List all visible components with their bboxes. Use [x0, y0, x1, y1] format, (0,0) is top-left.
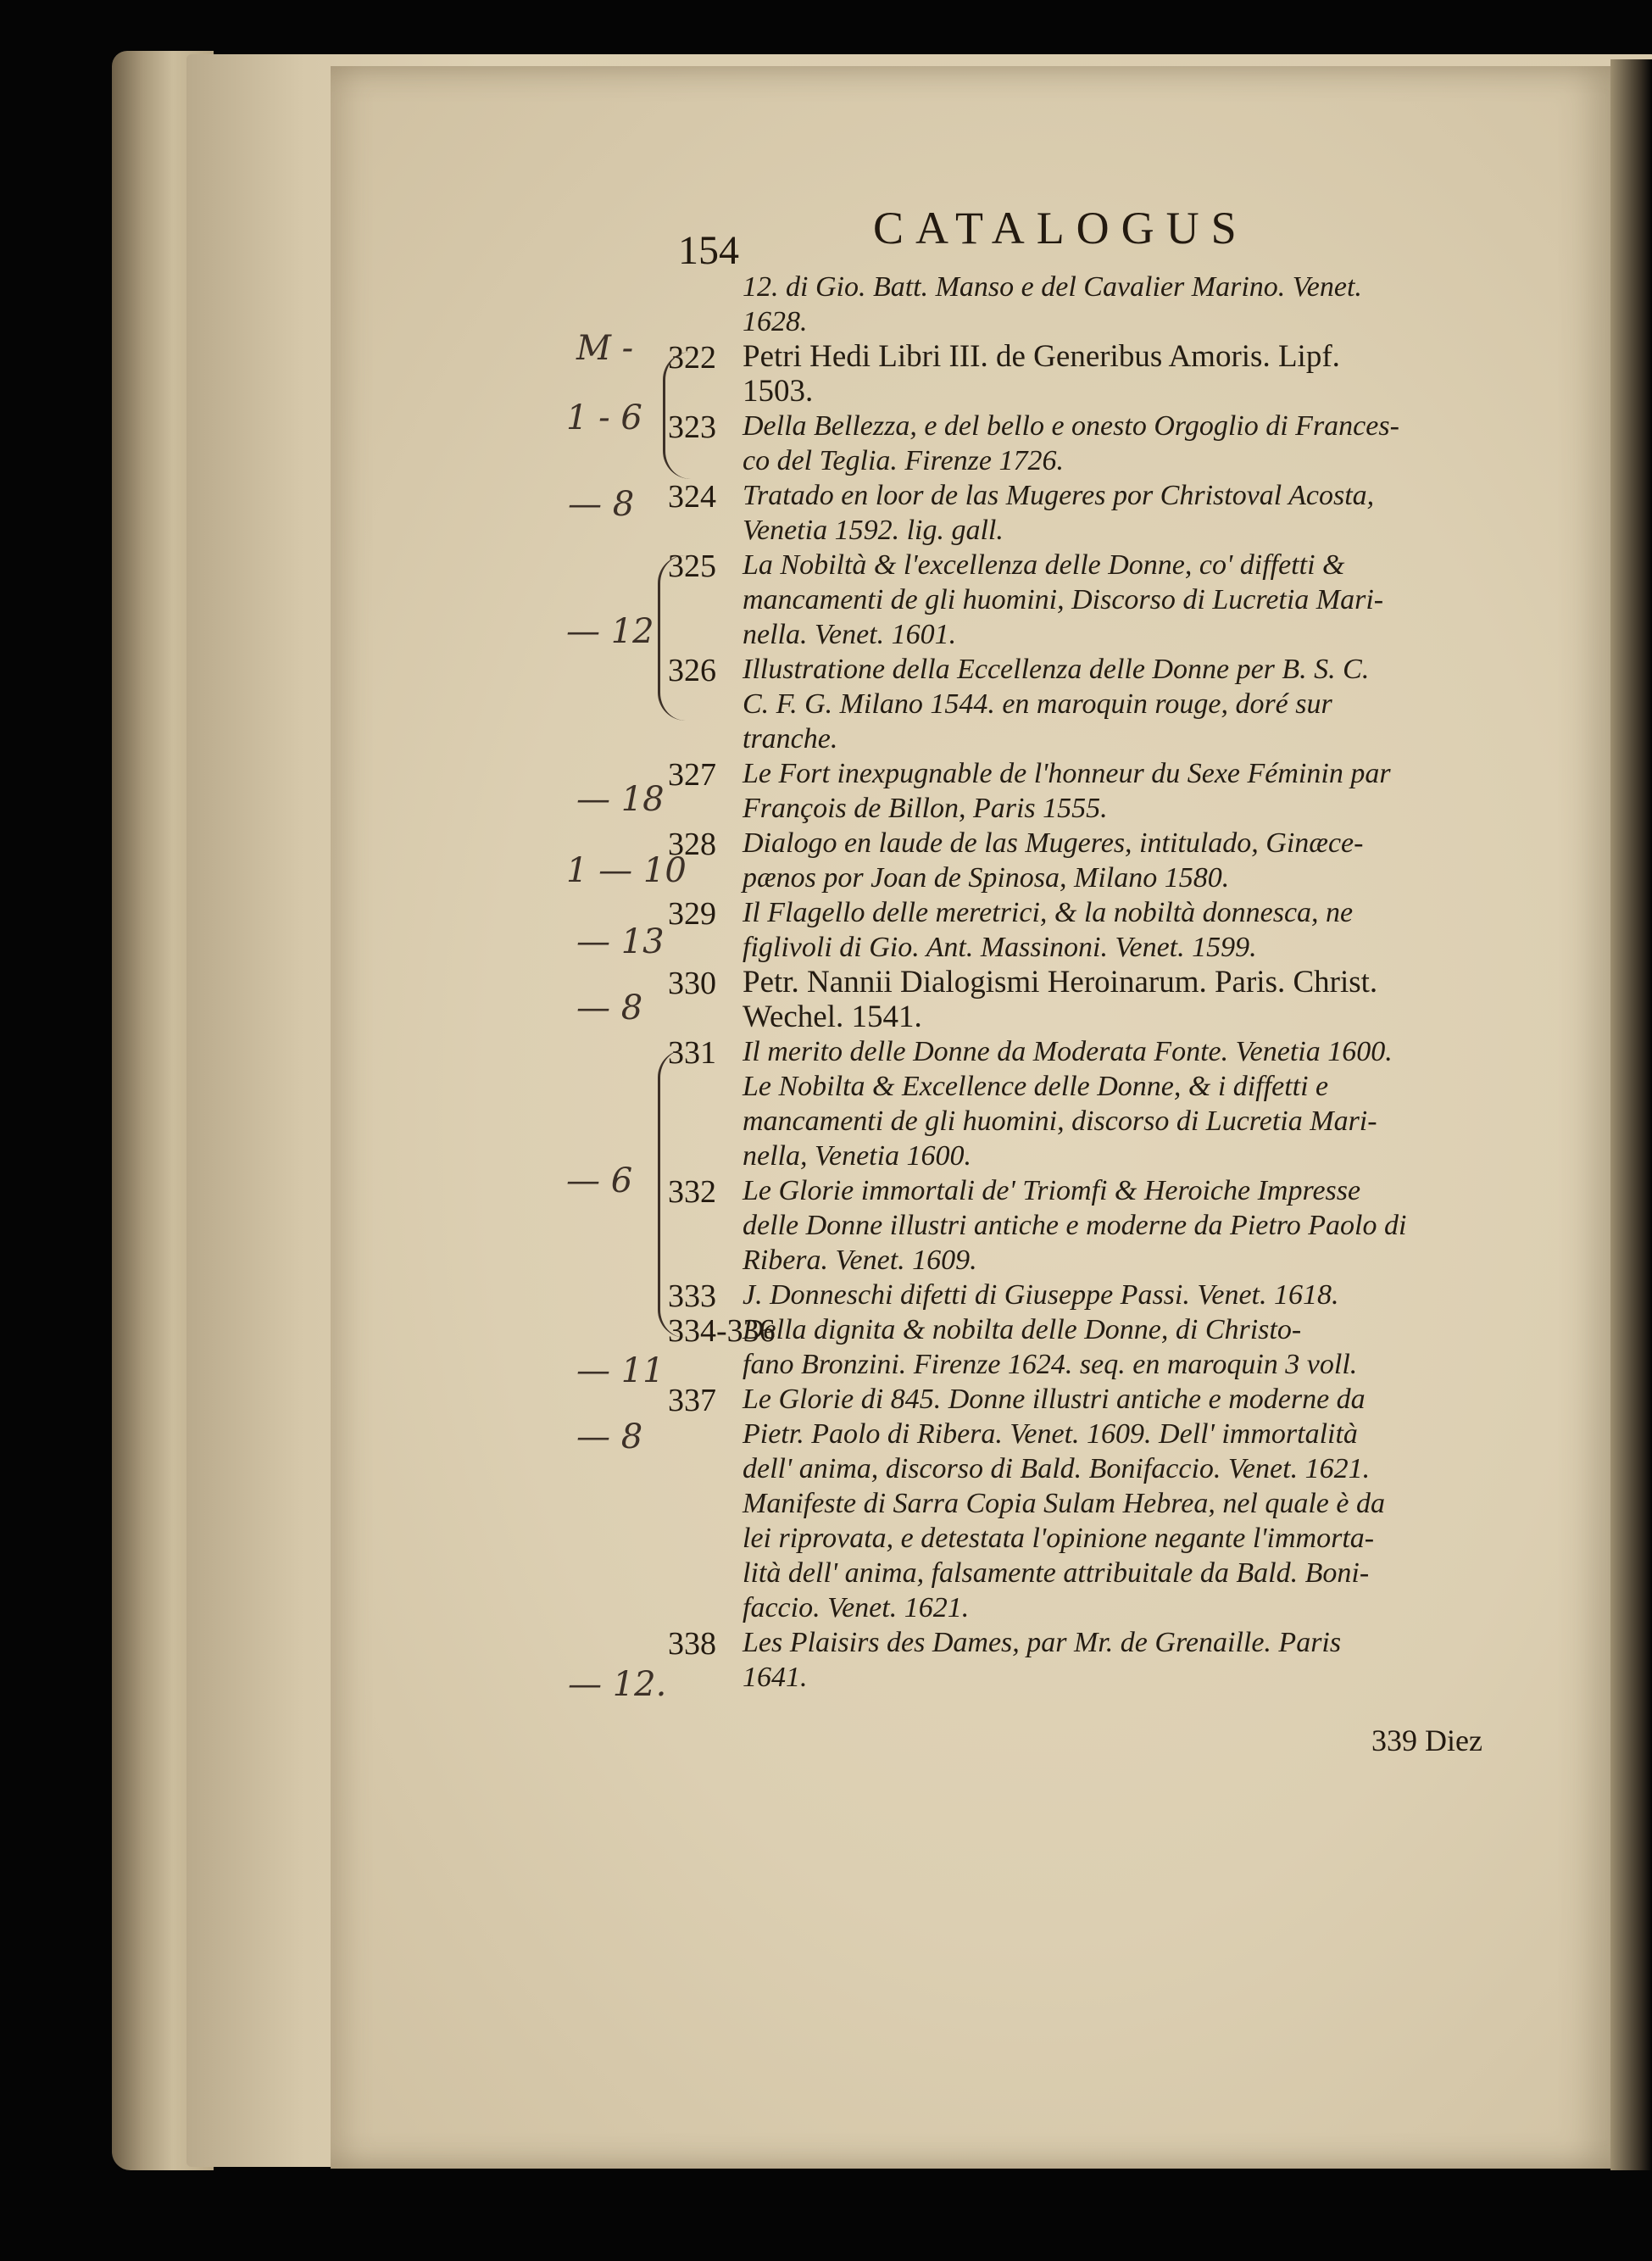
entry-line: nella. Venet. 1601. — [743, 619, 957, 650]
page-number: 154 — [678, 228, 739, 273]
annotation-330: — 8 — [576, 988, 643, 1027]
entry-number: 322 — [668, 340, 716, 376]
entry-line: Pietr. Paolo di Ribera. Venet. 1609. Dell' immortalità — [743, 1418, 1358, 1450]
annotation-329: — 13 — [576, 922, 665, 961]
entry-number: 332 — [668, 1174, 716, 1210]
annotation-334: — 11 — [576, 1351, 665, 1390]
annotation-328: 1 — 10 — [566, 851, 687, 890]
entry-line: 12. di Gio. Batt. Manso e del Cavalier Marino. Venet. — [743, 271, 1362, 303]
entry-number: 330 — [668, 966, 716, 1001]
entry-line: Le Glorie immortali de' Triomfi & Heroiche Impresse — [743, 1175, 1361, 1206]
entry-line: delle Donne illustri antiche e moderne da Pietro Paolo di — [743, 1210, 1407, 1241]
entry-line: Il merito delle Donne da Moderata Fonte. Venetia 1600. — [743, 1036, 1393, 1067]
entry-line: tranche. — [743, 723, 838, 755]
catalogue-entry — [670, 478, 1517, 548]
entry-line: 1628. — [743, 306, 808, 337]
entry-line: Della Bellezza, e del bello e onesto Orgoglio di Frances- — [743, 410, 1399, 442]
entry-line: Wechel. 1541. — [743, 1000, 922, 1034]
entry-number: 324 — [668, 479, 716, 515]
entry-line: mancamenti de gli huomini, Discorso di Lucretia Mari- — [743, 584, 1384, 615]
entry-number: 329 — [668, 896, 716, 932]
entry-number: 331 — [668, 1035, 716, 1071]
entry-line: 1503. — [743, 374, 814, 409]
entry-line: pænos por Joan de Spinosa, Milano 1580. — [743, 862, 1230, 894]
running-title: CATALOGUS — [873, 203, 1249, 253]
page-header — [678, 202, 1526, 278]
catalogue-entry — [670, 1625, 1517, 1695]
entry-line: François de Billon, Paris 1555. — [743, 793, 1108, 824]
entry-number: 326 — [668, 653, 716, 688]
bracket-331-333 — [658, 1050, 686, 1338]
annotation-325: — 12 — [566, 612, 654, 651]
entry-line: 1641. — [743, 1662, 808, 1693]
entry-number: 323 — [668, 409, 716, 445]
entry-line: faccio. Venet. 1621. — [743, 1592, 970, 1623]
entry-line: Petr. Nannii Dialogismi Heroinarum. Paris. Christ. — [743, 965, 1378, 1000]
entry-line: Della dignita & nobilta delle Donne, di Christo- — [743, 1314, 1302, 1345]
catalogue-entry — [670, 548, 1517, 652]
catalogue-entry — [670, 826, 1517, 895]
catalogue-entry — [670, 756, 1517, 826]
annotation-337: — 8 — [576, 1417, 643, 1456]
entry-line: lei riprovata, e detestata l'opinione negante l'immorta- — [743, 1523, 1375, 1554]
catalogue-entry — [670, 652, 1517, 756]
entry-line: Le Glorie di 845. Donne illustri antiche e moderne da — [743, 1384, 1366, 1415]
entry-line: fano Bronzini. Firenze 1624. seq. en maroquin 3 voll. — [743, 1349, 1358, 1380]
entry-line: nella, Venetia 1600. — [743, 1140, 972, 1172]
catalogue-entry — [670, 1034, 1517, 1173]
entry-number: 337 — [668, 1383, 716, 1418]
catalogue-entry — [670, 1312, 1517, 1382]
entry-line: Venetia 1592. lig. gall. — [743, 515, 1004, 546]
entry-line: Il Flagello delle meretrici, & la nobiltà donnesca, ne — [743, 897, 1354, 928]
catalogue-entry — [670, 895, 1517, 965]
entry-line: J. Donneschi difetti di Giuseppe Passi. Venet. 1618. — [743, 1279, 1339, 1311]
entry-line: lità dell' anima, falsamente attribuitale da Bald. Boni- — [743, 1557, 1370, 1589]
bracket-322-323 — [663, 352, 691, 479]
bracket-325-326 — [658, 555, 686, 721]
annotation-332: — 6 — [566, 1161, 633, 1200]
entry-number: 328 — [668, 827, 716, 862]
annotation-327: — 18 — [576, 780, 665, 819]
catalogue-entries — [670, 270, 1517, 1695]
catalogue-entry — [670, 1173, 1517, 1278]
catalogue-entry — [670, 1278, 1517, 1312]
gutter-shadow — [1610, 59, 1652, 2170]
entry-line: co del Teglia. Firenze 1726. — [743, 445, 1064, 476]
entry-line: mancamenti de gli huomini, discorso di Lucretia Mari- — [743, 1105, 1377, 1137]
annotation-324: — 8 — [568, 485, 635, 524]
entry-line: Les Plaisirs des Dames, par Mr. de Grenaille. Paris — [743, 1627, 1342, 1658]
entry-line: dell' anima, discorso di Bald. Bonifaccio. Venet. 1621. — [743, 1453, 1371, 1484]
annotation-338: — 12. — [568, 1665, 667, 1704]
catchword: 339 Diez — [1371, 1724, 1482, 1757]
entry-line: Dialogo en laude de las Mugeres, intitulado, Ginæce- — [743, 827, 1364, 859]
annotation-323: 1 - 6 — [566, 398, 642, 437]
entry-number: 334-336 — [668, 1313, 776, 1349]
catalogue-entry — [670, 339, 1517, 409]
entry-line: C. F. G. Milano 1544. en maroquin rouge, doré sur — [743, 688, 1332, 720]
catalogue-entry — [670, 1382, 1517, 1625]
entry-number: 327 — [668, 757, 716, 793]
entry-line: Le Fort inexpugnable de l'honneur du Sexe Féminin par — [743, 758, 1391, 789]
entry-line: Le Nobilta & Excellence delle Donne, & i diffetti e — [743, 1071, 1329, 1102]
annotation-322: M - — [576, 329, 634, 368]
entry-number: 333 — [668, 1278, 716, 1314]
entry-line: La Nobiltà & l'excellenza delle Donne, co' diffetti & — [743, 549, 1345, 581]
entry-line: Petri Hedi Libri III. de Generibus Amoris. Lipf. — [743, 339, 1340, 374]
entry-line: Tratado en loor de las Mugeres por Christoval Acosta, — [743, 480, 1375, 511]
catalogue-entry — [670, 270, 1517, 339]
entry-line: Illustratione della Eccellenza delle Donne per B. S. C. — [743, 654, 1370, 685]
catalogue-entry — [670, 409, 1517, 478]
entry-line: Manifeste di Sarra Copia Sulam Hebrea, nel quale è da — [743, 1488, 1385, 1519]
entry-line: Ribera. Venet. 1609. — [743, 1245, 977, 1276]
catalogue-entry — [670, 965, 1517, 1034]
entry-line: figlivoli di Gio. Ant. Massinoni. Venet. 1599. — [743, 932, 1257, 963]
entry-number: 338 — [668, 1626, 716, 1662]
entry-number: 325 — [668, 549, 716, 584]
